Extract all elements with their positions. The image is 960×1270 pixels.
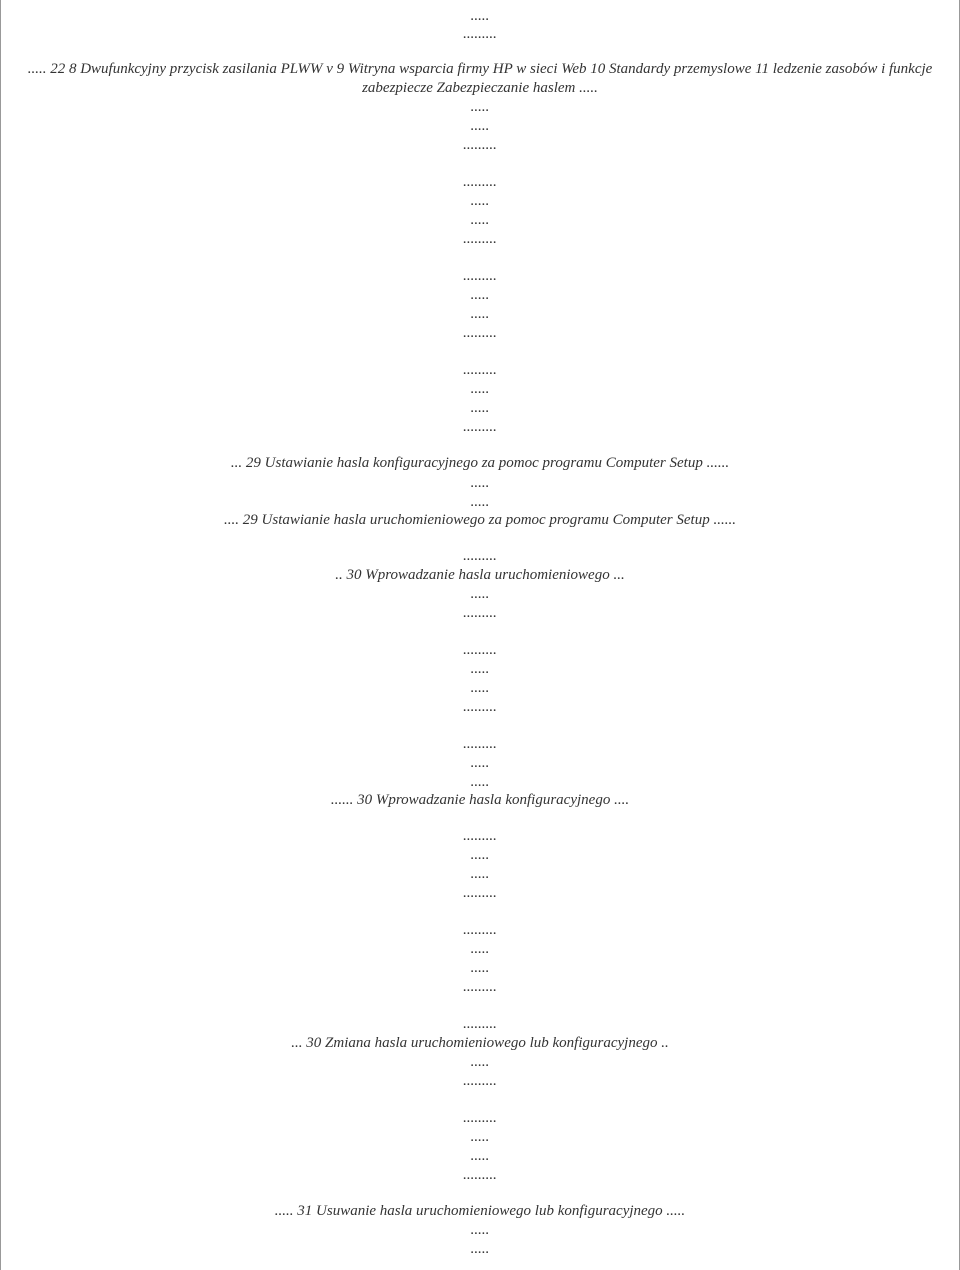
toc-line: ..... <box>470 586 490 602</box>
toc-line: ..... <box>470 287 490 303</box>
toc-line: ..... <box>470 960 490 976</box>
toc-line: ..... <box>470 1222 490 1238</box>
toc-line: ..... <box>470 8 490 24</box>
toc-line: ... 29 Ustawianie hasla konfiguracyjnego za pomoc programu Computer Setup ...... <box>230 455 730 471</box>
toc-line: ......... <box>463 231 497 247</box>
toc-line: ..... <box>470 193 490 209</box>
toc-line: ..... <box>470 212 490 228</box>
toc-line: ..... <box>470 118 490 134</box>
toc-line: ..... <box>470 1129 490 1145</box>
toc-line: ......... <box>463 642 497 658</box>
toc-line: ......... <box>463 885 497 901</box>
toc-line: ......... <box>463 699 497 715</box>
toc-line: ......... <box>463 174 497 190</box>
toc-line: ..... 22 8 Dwufunkcyjny przycisk zasilania PLWW v 9 Witryna wsparcia firmy HP w sieci Web 10 Standardy przemyslowe 11 ledzenie zasobów i funkcje <box>27 61 933 77</box>
toc-line: ..... <box>470 1148 490 1164</box>
toc-line: ..... <box>470 494 490 510</box>
toc-line: ......... <box>463 828 497 844</box>
toc-line: ......... <box>463 325 497 341</box>
toc-line: ......... <box>463 1110 497 1126</box>
toc-line: ..... <box>470 941 490 957</box>
toc-line: ......... <box>463 26 497 42</box>
toc-line: ..... <box>470 774 490 790</box>
toc-line: ..... <box>470 475 490 491</box>
toc-line: ..... <box>470 1054 490 1070</box>
toc-line: ..... <box>470 866 490 882</box>
toc-line: zabezpiecze Zabezpieczanie haslem ..... <box>362 80 598 96</box>
toc-line: ......... <box>463 736 497 752</box>
toc-line: ......... <box>463 548 497 564</box>
toc-line: ......... <box>463 137 497 153</box>
toc-line: ......... <box>463 1167 497 1183</box>
toc-line: ..... <box>470 381 490 397</box>
toc-line: ......... <box>463 605 497 621</box>
toc-line: ... 30 Zmiana hasla uruchomieniowego lub konfiguracyjnego .. <box>291 1035 669 1051</box>
toc-line: ..... <box>470 847 490 863</box>
toc-line: ......... <box>463 419 497 435</box>
toc-line: .... 29 Ustawianie hasla uruchomieniowego za pomoc programu Computer Setup ...... <box>224 512 736 528</box>
toc-line: ......... <box>463 922 497 938</box>
toc-line: ..... <box>470 661 490 677</box>
toc-line: ......... <box>463 1073 497 1089</box>
toc-line: ......... <box>463 362 497 378</box>
toc-line: ..... <box>470 680 490 696</box>
toc-line: ..... <box>470 400 490 416</box>
toc-line: ..... 31 Usuwanie hasla uruchomieniowego lub konfiguracyjnego ..... <box>274 1203 686 1219</box>
toc-line: ..... <box>470 99 490 115</box>
toc-line: ......... <box>463 979 497 995</box>
toc-line: ......... <box>463 268 497 284</box>
toc-line: ..... <box>470 1241 490 1257</box>
toc-line: ..... <box>470 755 490 771</box>
toc-line: ..... <box>470 306 490 322</box>
toc-line: ......... <box>463 1016 497 1032</box>
toc-line: ...... 30 Wprowadzanie hasla konfiguracyjnego .... <box>330 792 630 808</box>
toc-line: .. 30 Wprowadzanie hasla uruchomieniowego ... <box>335 567 625 583</box>
